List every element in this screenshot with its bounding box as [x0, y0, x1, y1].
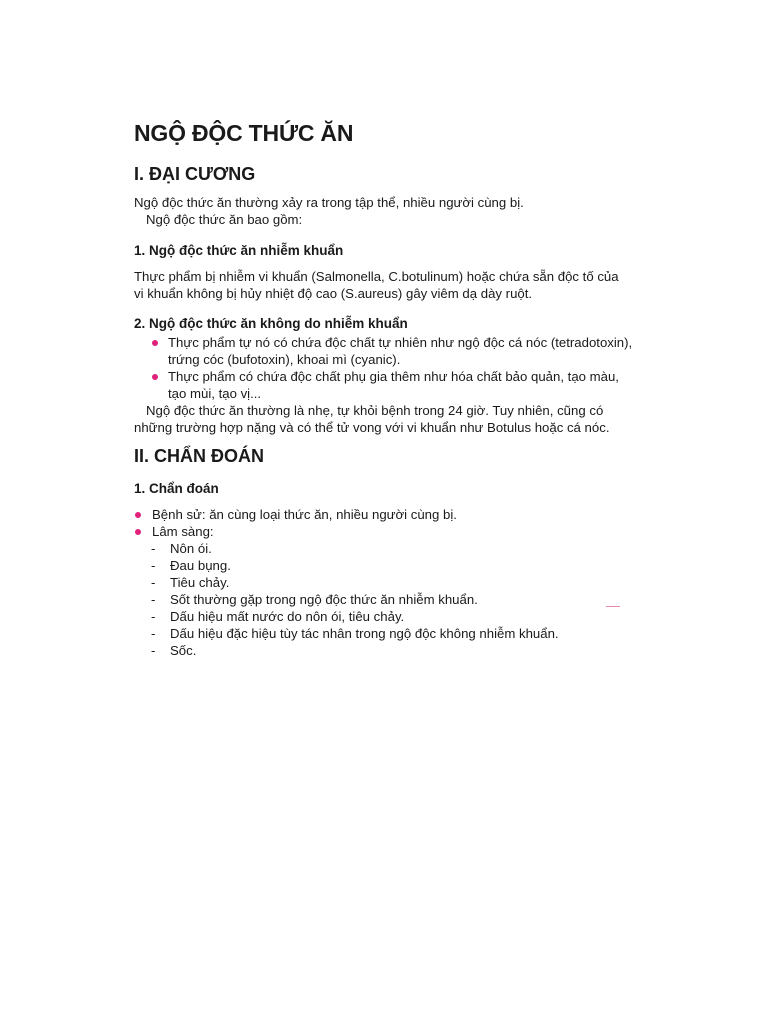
symptom-item	[134, 642, 644, 659]
symptom-text: Dấu hiệu đặc hiệu tùy tác nhân trong ngộ độc không nhiễm khuẩn.	[170, 626, 559, 641]
closing-paragraph	[134, 402, 644, 436]
nhiem-khuan-paragraph	[134, 268, 644, 302]
list-item-text: Lâm sàng:	[152, 524, 214, 539]
paragraph-line: Ngộ độc thức ăn thường là nhẹ, tự khỏi bệnh trong 24 giờ. Tuy nhiên, cũng có	[146, 403, 604, 418]
intro-paragraph	[134, 194, 644, 228]
chan-doan-list	[134, 506, 644, 540]
dash-marker: -	[151, 626, 156, 641]
paragraph-line: vi khuẩn không bị hủy nhiệt độ cao (S.aureus) gây viêm dạ dày ruột.	[134, 286, 533, 301]
section-heading-chan-doan: II. CHẨN ĐOÁN	[134, 446, 264, 466]
bullet-dot-icon	[152, 374, 158, 380]
symptom-text: Dấu hiệu mất nước do nôn ói, tiêu chảy.	[170, 609, 405, 624]
section-heading-dai-cuong: I. ĐẠI CƯƠNG	[134, 164, 256, 184]
symptom-text: Nôn ói.	[170, 541, 212, 556]
list-item-text: tạo mùi, tạo vị...	[168, 386, 262, 401]
symptom-item	[134, 608, 644, 625]
list-item	[134, 334, 644, 368]
paragraph-line: Thực phẩm bị nhiễm vi khuẩn (Salmonella, C.botulinum) hoặc chứa sẵn độc tố của	[134, 269, 619, 284]
list-item-text: trứng cóc (bufotoxin), khoai mì (cyanic).	[168, 352, 401, 367]
list-item	[134, 368, 644, 402]
intro-line: Ngộ độc thức ăn bao gồm:	[146, 212, 303, 227]
dash-marker: -	[151, 558, 156, 573]
symptom-text: Sốt thường gặp trong ngộ độc thức ăn nhiễm khuẩn.	[170, 592, 478, 607]
dash-marker: -	[151, 643, 156, 658]
list-item-text: Thực phẩm tự nó có chứa độc chất tự nhiên như ngộ độc cá nóc (tetradotoxin),	[168, 335, 633, 350]
paragraph-line: những trường hợp nặng và có thể tử vong với vi khuẩn như Botulus hoặc cá nóc.	[134, 420, 610, 435]
bullet-dot-icon	[152, 340, 158, 346]
symptom-text: Đau bụng.	[170, 558, 231, 573]
symptom-item	[134, 591, 644, 608]
list-item	[134, 523, 644, 540]
bullet-dot-icon	[135, 529, 141, 535]
subheading-khong-nhiem-khuan: 2. Ngộ độc thức ăn không do nhiễm khuẩn	[134, 316, 408, 331]
document-page	[134, 118, 644, 659]
list-item	[134, 506, 644, 523]
list-item-text: Thực phẩm có chứa độc chất phụ gia thêm như hóa chất bảo quản, tạo màu,	[168, 369, 619, 384]
dash-marker: -	[151, 575, 156, 590]
stray-pen-mark	[606, 606, 620, 607]
dash-marker: -	[151, 541, 156, 556]
list-item-text: Bệnh sử: ăn cùng loại thức ăn, nhiều người cùng bị.	[152, 507, 457, 522]
document-title: NGỘ ĐỘC THỨC ĂN	[134, 120, 354, 146]
khong-nhiem-khuan-list	[134, 334, 644, 402]
dash-marker: -	[151, 609, 156, 624]
bullet-dot-icon	[135, 512, 141, 518]
intro-line: Ngộ độc thức ăn thường xảy ra trong tập thể, nhiều người cùng bị.	[134, 195, 524, 210]
symptom-text: Tiêu chảy.	[170, 575, 230, 590]
symptom-list	[134, 540, 644, 659]
symptom-item	[134, 625, 644, 642]
symptom-item	[134, 540, 644, 557]
symptom-item	[134, 574, 644, 591]
symptom-item	[134, 557, 644, 574]
dash-marker: -	[151, 592, 156, 607]
subheading-nhiem-khuan: 1. Ngộ độc thức ăn nhiễm khuẩn	[134, 243, 344, 258]
symptom-text: Sốc.	[170, 643, 197, 658]
subheading-chan-doan: 1. Chẩn đoán	[134, 481, 219, 496]
